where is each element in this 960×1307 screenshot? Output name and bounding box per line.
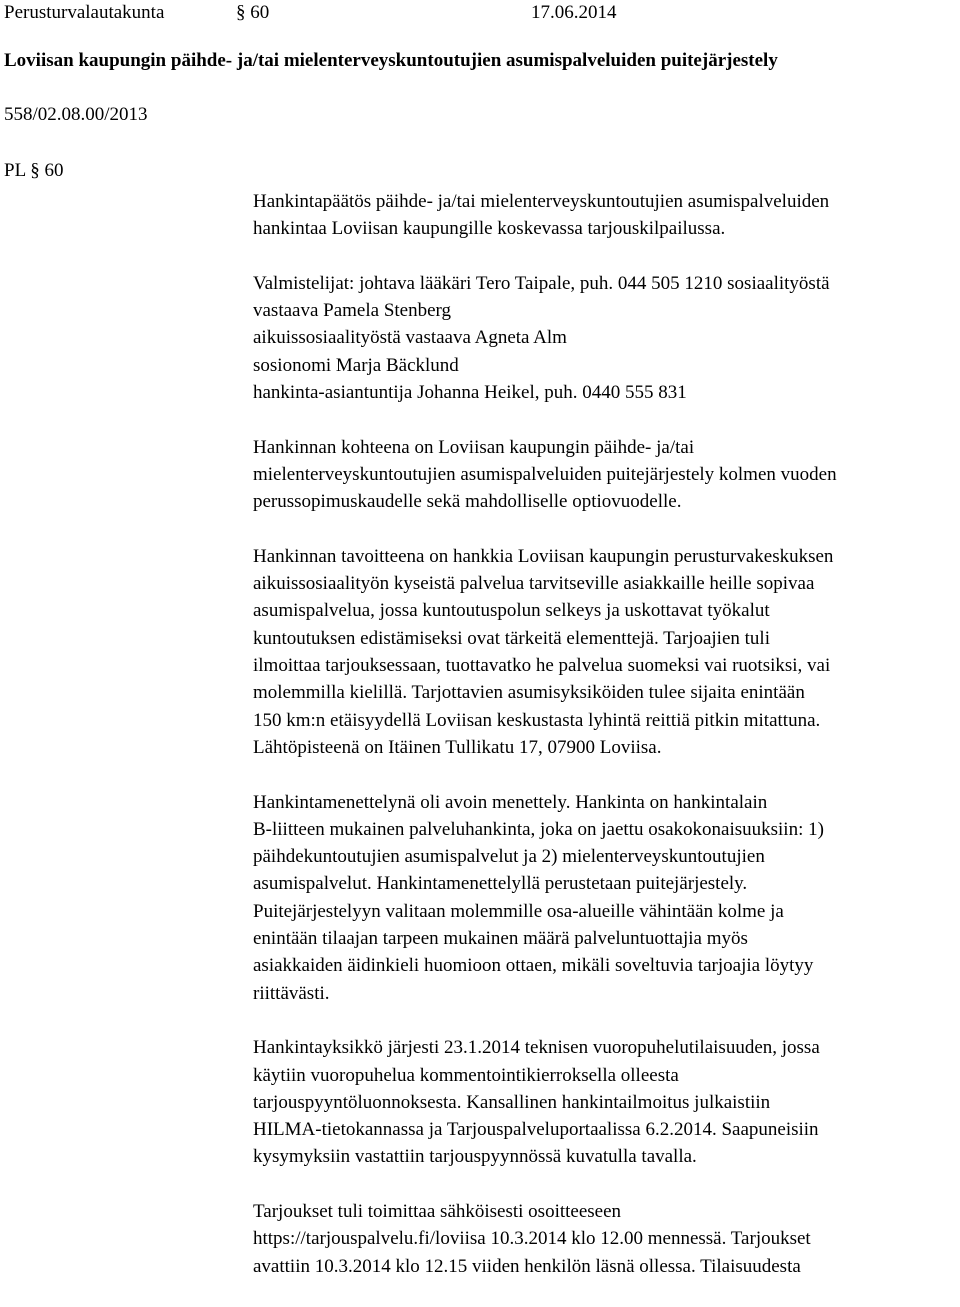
body-paragraph-dialogue: Hankintayksikkö järjesti 23.1.2014 teknisen vuoropuhelutilaisuuden, jossa käytiin vuoropuhelua kommentointikierroksella olleesta tarjouspyyntöluonnoksesta. Kansallinen hankintailmoitus julkaistiin HILMA-tietokannassa ja Tarjouspalveluportaalissa 6.2.2014. Saapuneisiin kysymyksiin vastattiin tarjouspyynnössä kuvatulla tavalla.	[253, 1037, 820, 1168]
organization-name: Perusturvalautakunta	[4, 2, 165, 23]
body-paragraph-submission: Tarjoukset tuli toimittaa sähköisesti osoitteeseen https://tarjouspalvelu.fi/loviisa 10.3.2014 klo 12.00 mennessä. Tarjoukset avattiin 10.3.2014 klo 12.15 viiden henkilön läsnä ollessa. Tilaisuudesta	[253, 1200, 811, 1277]
meeting-date: 17.06.2014	[531, 2, 617, 23]
pl-label: PL § 60	[4, 160, 64, 181]
diary-number: 558/02.08.00/2013	[4, 104, 148, 125]
body-paragraph-preparers: Valmistelijat: johtava lääkäri Tero Taipale, puh. 044 505 1210 sosiaalityöstä vastaava Pamela Stenberg aikuissosiaalityöstä vastaava Agneta Alm sosionomi Marja Bäcklund hankinta-asiantuntija Johanna Heikel, puh. 0440 555 831	[253, 272, 830, 404]
body-paragraph-procedure: Hankintamenettelynä oli avoin menettely. Hankinta on hankintalain B-liitteen mukainen palveluhankinta, joka on jaettu osakokonaisuuksiin: 1) päihdekuntoutujien asumispalvelut ja 2) mielenterveyskuntoutujien asumispalvelut. Hankintamenettelyllä perustetaan puitejärjestely. Puitejärjestelyyn valitaan molemmille osa-alueille vähintään kolme ja enintään tilaajan tarpeen mukainen määrä palveluntuottajia myös asiakkaiden äidinkieli huomioon ottaen, mikäli soveltuvia tarjoajia löytyy riittävästi.	[253, 791, 824, 1004]
body-paragraph-goal: Hankinnan tavoitteena on hankkia Loviisan kaupungin perusturvakeskuksen aikuissosiaalityön kyseistä palvelua tarvitseville asiakkaille heille sopivaa asumispalvelua, jossa kuntoutuspolun selkeys ja uskottavat työkalut kuntoutuksen edistämiseksi ovat tärkeitä elementtejä. Tarjoajien tuli ilmoittaa tarjouksessaan, tuottavatko he palvelua suomeksi vai ruotsiksi, vai molemmilla kielillä. Tarjottavien asumisyksiköiden tulee sijaita enintään 150 km:n etäisyydellä Loviisan keskustasta lyhintä reittiä pitkin mitattuna. Lähtöpisteenä on Itäinen Tullikatu 17, 07900 Loviisa.	[253, 545, 834, 758]
document-title: Loviisan kaupungin päihde- ja/tai mielenterveyskuntoutujien asumispalveluiden puitejärjestely	[4, 50, 778, 71]
document-body	[253, 188, 959, 1307]
paragraph-number: § 60	[236, 2, 270, 23]
page-header	[4, 2, 944, 26]
body-paragraph-decision: Hankintapäätös päihde- ja/tai mielenterveyskuntoutujien asumispalveluiden hankintaa Loviisan kaupungille koskevassa tarjouskilpailussa.	[253, 191, 830, 240]
body-paragraph-subject: Hankinnan kohteena on Loviisan kaupungin päihde- ja/tai mielenterveyskuntoutujien asumispalveluiden puitejärjestely kolmen vuoden perussopimuskaudelle sekä mahdolliselle optiovuodelle.	[253, 436, 837, 513]
